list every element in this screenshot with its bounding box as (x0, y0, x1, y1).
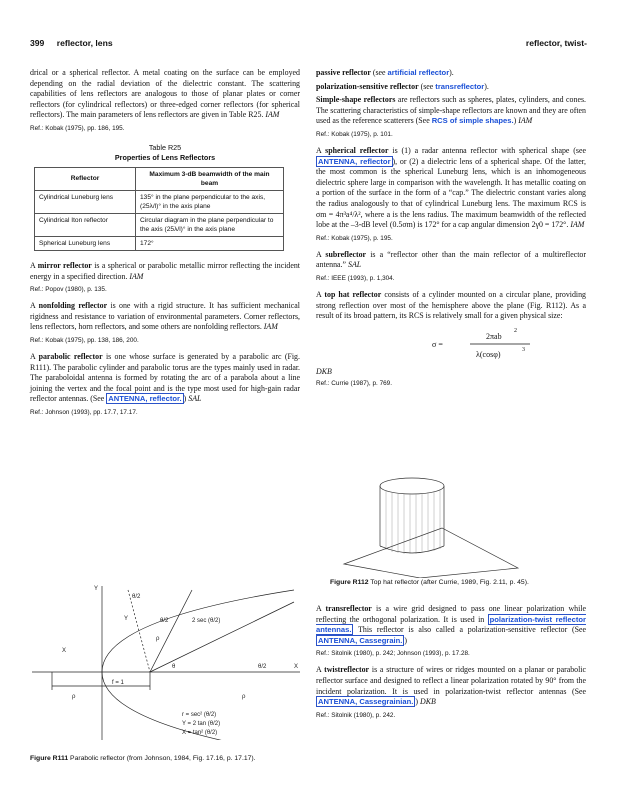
cross-reference-link[interactable]: ANTENNA, reflector. (108, 394, 182, 404)
cross-reference-link[interactable]: artificial reflector (387, 68, 450, 77)
figure-label: f = 1 (112, 680, 124, 686)
author-initials: DKB (316, 366, 332, 376)
reference: Ref.: Sitolnik (1980), p. 242. (316, 711, 396, 719)
construction-line (128, 590, 150, 672)
cross-reference-link[interactable]: ANTENNA, reflector (318, 156, 391, 166)
reference: Ref.: Kobak (1975), p. 101. (316, 130, 393, 138)
formula-lhs: σ = (432, 339, 443, 349)
reference: Ref.: Popov (1980), p. 135. (30, 286, 107, 294)
figure-label: ρ (156, 636, 160, 642)
reference: Ref.: Kobak (1975), pp. 186, 195. (30, 124, 125, 132)
figure-label: Y (124, 616, 129, 622)
reference: Ref.: Sitolnik (1980), p. 242; Johnson (1993), p. 17.28. (316, 650, 470, 658)
page-number: 399 (30, 38, 45, 48)
right-column (316, 68, 586, 395)
table-header: Reflector (35, 167, 136, 190)
right-running-head: reflector, twist- (525, 38, 587, 48)
figure-label: θ/2 (132, 594, 141, 600)
figure-caption: Figure R112 Top hat reflector (after Currie, 1989, Fig. 2.11, p. 45). (330, 579, 529, 586)
formula-denominator: λ(cosφ) (476, 349, 501, 359)
rcs-formula (316, 325, 586, 365)
cross-reference-link[interactable]: polarization-twist reflector antennas. (316, 614, 586, 635)
cylinder-sides (380, 486, 444, 546)
formula-sup: 2 (514, 327, 517, 334)
left-column (30, 68, 300, 424)
reference: Ref.: Kobak (1975), pp. 138, 186, 200. (30, 336, 139, 344)
cross-reference-link[interactable]: ANTENNA, Cassegrainian. (318, 697, 414, 707)
figure-label: Y (94, 586, 99, 592)
ray-line (150, 602, 294, 672)
entry-parabolic-reflector: A parabolic reflector is one whose surface is generated by a parabolic arc (Fig. R111). The parabolic cylinder and parabolic torus are the types mainly used in radar. The paraboloidal antenna is formed by rotating the arc of a parabola about a line joining the vertex and the focal point and is the type most used for high-gain radar reflector antennas. (See ANTENNA, reflector. ) SAL (30, 351, 300, 404)
cross-reference-link[interactable]: ANTENNA, Cassegrain. (318, 635, 403, 645)
formula-sup: 3 (522, 346, 525, 353)
figure-label: θ/2 (258, 664, 267, 670)
formula-graphic (430, 325, 560, 365)
cross-reference-link[interactable]: transreflector (435, 81, 485, 91)
entry-mirror-reflector: A mirror reflector is a spherical or parabolic metallic mirror reflecting the incident energy in a specified direction. IAM (30, 260, 300, 281)
top-hat-reflector-figure (342, 468, 582, 578)
cylinder-top (380, 478, 444, 494)
table-header: Maximum 3-dB beamwidth of the main beam (136, 167, 284, 190)
table-row: Cylindrical Iton reflector Circular diagram in the plane perpendicular to the axis (25λ/l)° in the axis plane (35, 213, 284, 236)
table-row: Spherical Luneburg lens 172° (35, 236, 284, 250)
lens-reflector-continuation: drical or a spherical reflector. A metal coating on the surface can be employed depending on the radial deviation of the dielectric constant. The scattering capabilities of lens reflectors are analogous to those of planar plates or corner reflectors (for cylindrical reflectors) or three-edged corner reflectors (for spherical reflectors). The main parameters of lens reflectors are given in Table R25. IAM (30, 68, 300, 120)
entry-simple-shape-reflectors: Simple-shape reflectors are reflectors such as spheres, plates, cylinders, and cones. The scattering characteristics of simple-shape reflectors are known and they are often used as the reference scatterers (See RCS of simple shapes.) IAM (316, 95, 586, 126)
ground-plane (344, 528, 518, 578)
figure-label: 2 sec (θ/2) (192, 618, 221, 624)
reference: Ref.: Kobak (1975), p. 195. (316, 234, 393, 242)
figure-label: ρ (72, 694, 76, 700)
figure-label: θ/2 (160, 618, 169, 624)
figure-label: X (294, 664, 299, 670)
formula-numerator: 2πab (486, 331, 502, 341)
entry-polarization-sensitive-reflector: polarization-sensitive reflector (see transreflector). (316, 81, 489, 91)
reference: Ref.: IEEE (1993), p. 1,304. (316, 274, 395, 282)
right-column-lower (316, 604, 586, 727)
figure-label: X = tan² (θ/2) (182, 730, 218, 736)
figure-caption: Figure R111 Parabolic reflector (from Johnson, 1984, Fig. 17.16, p. 17.17). (30, 755, 256, 762)
entry-spherical-reflector: A spherical reflector is (1) a radar antenna reflector with spherical shape (see ANTENNA, reflector ), or (2) a dielectric lens of a spherical shape. Of the latter, the most common is the spherical Luneburg lens, which is an inhomogeneous dielectric sphere large in comparison with the wavelength. It has metallic coating on a portion of the surface in the form of a “cap.” The dielectric constant varies along the radius analogously to that of cylindrical Luneburg lens. The maximum RCS is σm = 4π³a⁴/λ², where a is the lens radius. The maximum beamwidth of the reflected lobe at the –3-dB level (0.5σm) is 172° for a cap angular dimension 2γ0 = 172°. IAM (316, 145, 586, 230)
entry-nonfolding-reflector: A nonfolding reflector is one with a rigid structure. It has sufficient mechanical rigidness and resistance to variation of environmental parameters. Corner reflectors, lens reflectors, horn reflectors, and some others are nonfolding reflectors. IAM (30, 301, 300, 332)
entry-twistreflector: A twistreflector is a structure of wires or ridges mounted on a planar or parabolic reflector surface and designed to reflect a linear polarization rotated by 90° from the incident polarization. It is used in polarization-twist reflector antennas (See ANTENNA, Cassegrainian. ) DKB (316, 665, 586, 707)
figure-label: X (62, 648, 67, 654)
entry-top-hat-reflector: A top hat reflector consists of a cylinder mounted on a circular plane, providing strong reflection over most of the hemisphere above the plane (Fig. R112). As a result of its broad pattern, its RCS is relatively small for a given physical size: (316, 289, 587, 321)
table-row: Cylindrical Luneburg lens 135° in the plane perpendicular to the axis, (25λ/l)° in the axis plane (35, 190, 284, 213)
parabolic-reflector-figure (32, 580, 300, 740)
ray-line (150, 590, 192, 672)
running-head-left (30, 38, 113, 48)
entry-transreflector: A transreflector is a wire grid designed to pass one linear polarization while reflecting the orthogonal polarization. It is used in polarization-twist reflector antennas. This reflector is also called a polarization-sensitive reflector (See ANTENNA, Cassegrain. ) (316, 604, 586, 645)
left-running-head: reflector, lens (56, 38, 113, 48)
reference: Ref.: Johnson (1993), pp. 17.7, 17.17. (30, 408, 138, 416)
figure-label: θ (172, 664, 176, 670)
figure-label: r = sec² (θ/2) (182, 712, 217, 718)
cross-reference-link[interactable]: RCS of simple shapes. (431, 116, 514, 126)
reference: Ref.: Currie (1987), p. 769. (316, 380, 393, 388)
cylinder-shading (386, 489, 440, 554)
figure-label: ρ (242, 694, 246, 700)
entry-passive-reflector: passive reflector (see artificial reflector). (316, 68, 454, 77)
table-title: Table R25 Properties of Lens Reflectors (114, 142, 216, 162)
entry-subreflector: A subreflector is a “reflector other than the main reflector of a multireflector antenna.” SAL (316, 249, 586, 270)
properties-table (34, 167, 284, 251)
figure-label: Y = 2 tan (θ/2) (182, 721, 221, 727)
